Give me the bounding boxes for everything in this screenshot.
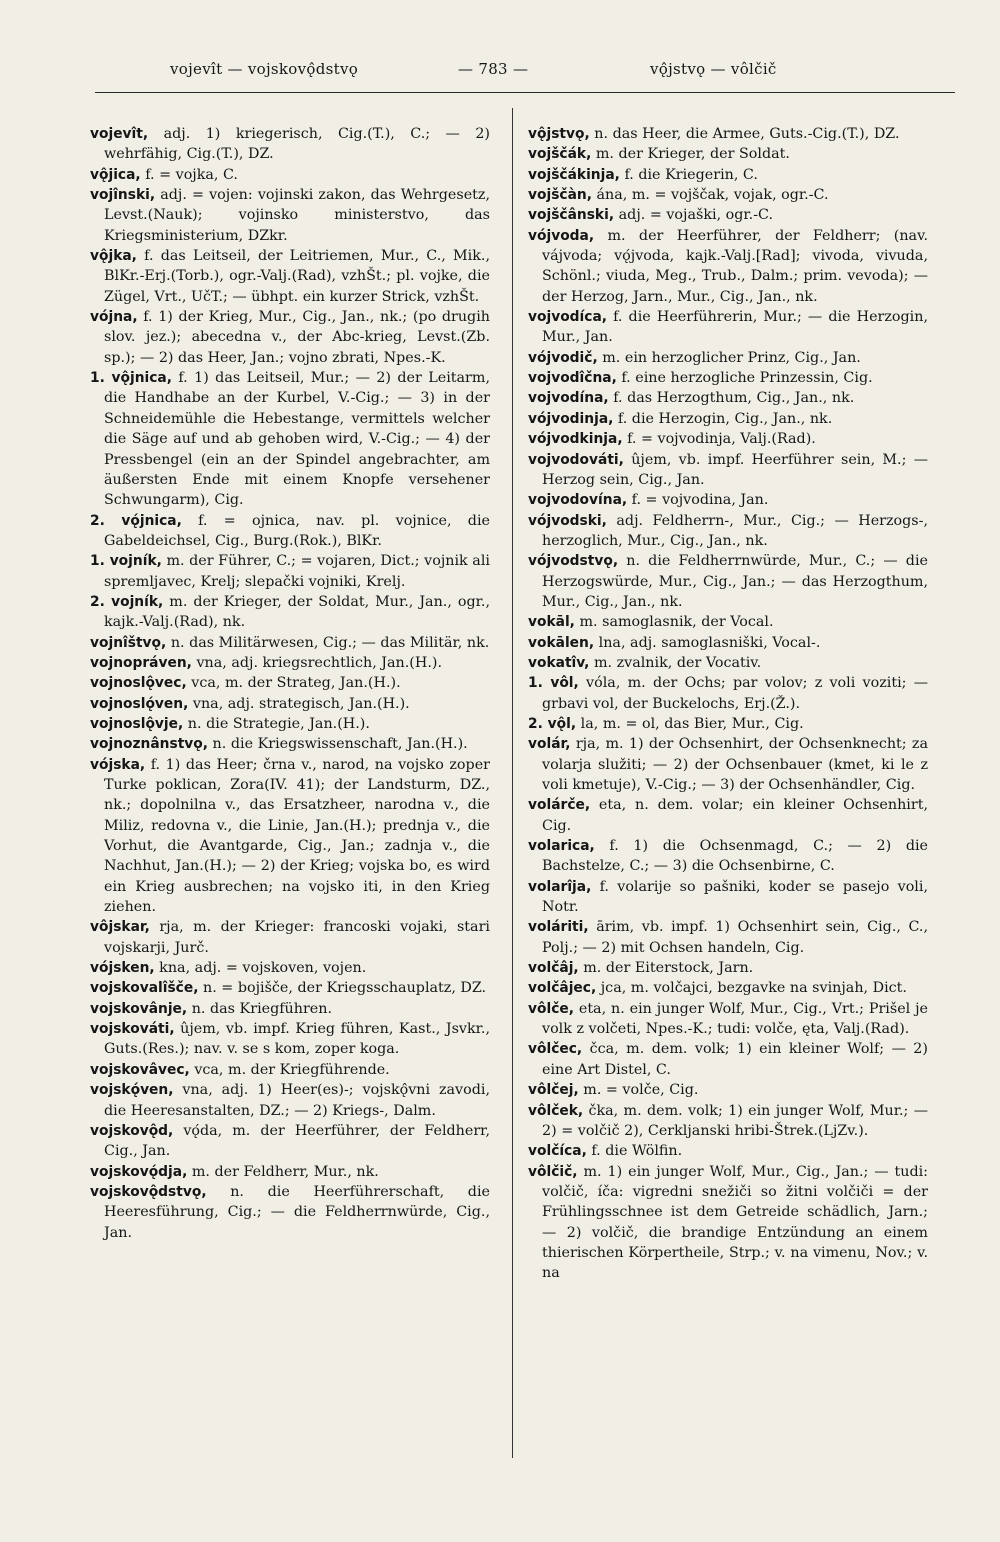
entry-definition: n. die Kriegswissenschaft, Jan.(H.). bbox=[208, 736, 468, 753]
entry-headword: vojnoznânstvǫ, bbox=[90, 736, 209, 753]
entry-definition: f. = ojnica, nav. pl. vojnice, die Gabeldeichsel, Cig., Burg.(Rok.), BlKr. bbox=[104, 512, 490, 549]
entry-headword: vojnoslǫ̂vec, bbox=[90, 675, 187, 692]
entry-definition: adj. 1) kriegerisch, Cig.(T.), C.; — 2) wehrfähig, Cig.(T.), DZ. bbox=[104, 126, 490, 163]
entry-definition: adj. Feldherrn-, Mur., Cig.; — Herzogs-, herzoglich, Mur., Cig., Jan., nk. bbox=[542, 512, 928, 549]
entry-definition: m. 1) ein junger Wolf, Mur., Cig., Jan.; — tudi: volčič, íča: vigredni snežiči so žitni volčiči = der Frühlingsschnee ist dem Getreide schädlich, Jarn.; — 2) volčič, die brandige Entzündung an einem thierischen Körpertheile, Strp.; v. na vimenu, Nov.; v. na bbox=[542, 1163, 928, 1282]
dictionary-entry bbox=[528, 673, 928, 714]
entry-definition: eta, n. ein junger Wolf, Mur., Cig., Vrt.; Prišel je volk z volčeti, Npes.-K.; tudi: volče, ęta, Valj.(Rad). bbox=[542, 1000, 928, 1038]
header-rule bbox=[95, 92, 955, 93]
dictionary-entry bbox=[90, 755, 490, 918]
entry-definition: čca, m. dem. volk; 1) ein kleiner Wolf; — 2) eine Art Distel, C. bbox=[542, 1041, 928, 1078]
entry-definition: f. 1) der Krieg, Mur., Cig., Jan., nk.; (po drugih slov. jez.); abecedna v., der Abc-krieg, Levst.(Zb. sp.); — 2) das Heer, Jan.; vojno zbrati, Npes.-K. bbox=[104, 309, 490, 366]
dictionary-entry bbox=[528, 633, 928, 653]
dictionary-entry bbox=[90, 999, 490, 1019]
entry-definition: m. samoglasnik, der Vocal. bbox=[574, 614, 774, 631]
entry-headword: volčíca, bbox=[528, 1143, 587, 1160]
entry-headword: 2. vǫ̂l, bbox=[528, 715, 577, 732]
entry-definition: adj. = vojaški, ogr.-C. bbox=[614, 207, 774, 224]
entry-definition: f. = vojvodina, Jan. bbox=[627, 492, 769, 509]
entry-definition: n. das Heer, die Armee, Guts.-Cig.(T.), DZ. bbox=[589, 126, 900, 142]
dictionary-entry bbox=[528, 836, 928, 877]
entry-headword: vojskovânje, bbox=[90, 1000, 188, 1017]
dictionary-entry bbox=[90, 958, 490, 978]
entry-definition: f. die Herzogin, Cig., Jan., nk. bbox=[613, 410, 833, 427]
entry-headword: vokāl, bbox=[528, 614, 575, 631]
entry-headword: volčâj, bbox=[528, 960, 579, 977]
entry-headword: volarîja, bbox=[528, 878, 592, 895]
entry-definition: rja, m. 1) der Ochsenhirt, der Ochsenknecht; za volarja služiti; — 2) der Ochsenbauer (kmet, ki le z voli kmetuje), V.-Cig.; — 3) der Ochsenhändler, Cig. bbox=[542, 736, 928, 793]
dictionary-entry bbox=[528, 958, 928, 978]
dictionary-entry bbox=[528, 1039, 928, 1080]
entry-headword: vójvodič, bbox=[528, 349, 598, 366]
entry-headword: vǫ̂jica, bbox=[90, 166, 141, 183]
entry-definition: f. die Heerführerin, Mur.; — die Herzogin, Mur., Jan. bbox=[542, 309, 928, 346]
entry-definition: m. = volče, Cig. bbox=[578, 1082, 699, 1099]
entry-headword: vojščák, bbox=[528, 146, 592, 163]
entry-definition: f. 1) das Leitseil, Mur.; — 2) der Leitarm, die Handhabe an der Kurbel, V.-Cig.; — 3) in der Schneidemühle die Hebestange, vermittels welcher die Säge auf und ab gehoben wird, V.-Cig.; — 4) der Pressbengel (ein an der Spindel angebrachter, am äußersten Ende mit einem Knopfe versehener Schwungarm), Cig. bbox=[104, 370, 490, 509]
entry-definition: f. = vojvodinja, Valj.(Rad). bbox=[622, 431, 816, 448]
entry-headword: vójsken, bbox=[90, 960, 155, 977]
entry-headword: vójska, bbox=[90, 756, 146, 773]
entry-definition: la, m. = ol, das Bier, Mur., Cig. bbox=[576, 715, 804, 732]
entry-definition: rja, m. der Krieger: francoski vojaki, stari vojskarji, Jurč. bbox=[104, 919, 490, 956]
dictionary-entry bbox=[90, 978, 490, 998]
entry-headword: volarica, bbox=[528, 838, 595, 855]
entry-headword: 2. vǫ́jnica, bbox=[90, 512, 182, 529]
entry-definition: ûjem, vb. impf. Heerführer sein, M.; — Herzog sein, Cig., Jan. bbox=[542, 451, 928, 488]
dictionary-entry bbox=[528, 348, 928, 368]
dictionary-entry bbox=[90, 714, 490, 734]
entry-headword: vojevît, bbox=[90, 126, 149, 142]
entry-definition: ûjem, vb. impf. Krieg führen, Kast., Jsvkr., Guts.(Res.); nav. v. se s kom, zoper koga. bbox=[104, 1021, 490, 1058]
entry-headword: vojščákinja, bbox=[528, 166, 620, 183]
dictionary-entry bbox=[528, 429, 928, 449]
dictionary-entry bbox=[528, 978, 928, 998]
right-column bbox=[528, 124, 928, 1284]
dictionary-entry bbox=[528, 124, 928, 144]
entry-definition: adj. = vojen: vojinski zakon, das Wehrgesetz, Levst.(Nauk); vojinsko ministerstvo, das Kriegsministerium, DZkr. bbox=[104, 187, 490, 244]
entry-headword: vojskovâvec, bbox=[90, 1061, 190, 1078]
dictionary-entry bbox=[90, 165, 490, 185]
entry-definition: vca, m. der Kriegführende. bbox=[189, 1061, 390, 1078]
entry-headword: vôlčič, bbox=[528, 1163, 578, 1180]
entry-headword: vôjskar, bbox=[90, 919, 150, 936]
entry-definition: m. der Eiterstock, Jarn. bbox=[578, 960, 754, 977]
entry-definition: kna, adj. = vojskoven, vojen. bbox=[154, 960, 367, 977]
entry-headword: vojskovǫ̂d, bbox=[90, 1122, 174, 1139]
dictionary-entry bbox=[90, 1060, 490, 1080]
entry-definition: n. das Militärwesen, Cig.; — das Militär, nk. bbox=[166, 634, 490, 651]
entry-definition: čka, m. dem. volk; 1) ein junger Wolf, Mur.; — 2) = volčič 2), Cerkljanski hribi-Štrek.(LjZv.). bbox=[542, 1102, 928, 1139]
header-left-guide-words: vojevît — vojskovǫ̂dstvǫ bbox=[170, 60, 359, 78]
dictionary-entry bbox=[528, 450, 928, 491]
dictionary-entry bbox=[90, 1162, 490, 1182]
dictionary-entry bbox=[528, 368, 928, 388]
entry-headword: vójvodstvǫ, bbox=[528, 553, 619, 570]
entry-headword: 2. vojník, bbox=[90, 593, 164, 610]
dictionary-entry bbox=[528, 1162, 928, 1284]
entry-definition: f. die Kriegerin, C. bbox=[619, 166, 758, 183]
dictionary-entry bbox=[528, 999, 928, 1040]
header-right-guide-words: vǫ̂jstvǫ — vôlčič bbox=[650, 60, 777, 78]
dictionary-entry bbox=[528, 877, 928, 918]
entry-definition: vǫ́da, m. der Heerführer, der Feldherr, Cig., Jan. bbox=[104, 1122, 490, 1160]
entry-definition: m. der Krieger, der Soldat. bbox=[591, 146, 790, 163]
dictionary-entry bbox=[90, 592, 490, 633]
dictionary-entry bbox=[90, 1121, 490, 1162]
dictionary-entry bbox=[528, 1141, 928, 1161]
dictionary-entry bbox=[528, 1080, 928, 1100]
dictionary-entry bbox=[528, 307, 928, 348]
dictionary-entry bbox=[528, 795, 928, 836]
dictionary-entry bbox=[90, 551, 490, 592]
entry-headword: vojvodovína, bbox=[528, 492, 628, 509]
dictionary-entry bbox=[528, 511, 928, 552]
entry-headword: vójna, bbox=[90, 309, 138, 326]
entry-headword: vojskováti, bbox=[90, 1021, 175, 1038]
entry-definition: f. die Wölfin. bbox=[586, 1143, 683, 1160]
dictionary-entry bbox=[528, 1101, 928, 1142]
dictionary-entry bbox=[90, 307, 490, 368]
dictionary-entry bbox=[90, 246, 490, 307]
entry-headword: vójvodkinja, bbox=[528, 431, 623, 448]
entry-headword: vojînski, bbox=[90, 187, 156, 204]
dictionary-entry bbox=[528, 409, 928, 429]
entry-definition: n. die Heerführerschaft, die Heeresführung, Cig.; — die Feldherrnwürde, Cig., Jan. bbox=[104, 1183, 490, 1241]
dictionary-entry bbox=[90, 653, 490, 673]
dictionary-entry bbox=[528, 714, 928, 734]
entry-headword: volár, bbox=[528, 736, 571, 753]
entry-definition: m. der Krieger, der Soldat, Mur., Jan., ogr., kajk.-Valj.(Rad), nk. bbox=[104, 593, 490, 631]
running-head bbox=[95, 60, 955, 86]
entry-definition: n. die Feldherrnwürde, Mur., C.; — die Herzogswürde, Mur., Cig., Jan.; — das Herzogthum, Mur., Cig., Jan., nk. bbox=[542, 553, 928, 610]
dictionary-entry bbox=[90, 1182, 490, 1243]
dictionary-entry bbox=[90, 694, 490, 714]
entry-definition: vna, adj. kriegsrechtlich, Jan.(H.). bbox=[191, 654, 443, 671]
entry-definition: f. das Herzogthum, Cig., Jan., nk. bbox=[608, 390, 855, 407]
dictionary-entry bbox=[528, 226, 928, 307]
dictionary-entry bbox=[528, 490, 928, 510]
entry-definition: n. das Kriegführen. bbox=[187, 1000, 333, 1017]
entry-definition: lna, adj. samoglasniški, Vocal-. bbox=[594, 634, 821, 651]
entry-definition: f. das Leitseil, der Leitriemen, Mur., C., Mik., BlKr.-Erj.(Torb.), ogr.-Valj.(Rad), vzhŠt.; pl. vojke, die Zügel, Vrt., UčT.; — übhpt. ein kurzer Strick, vzhŠt. bbox=[104, 248, 490, 305]
entry-headword: vojnîštvǫ, bbox=[90, 634, 167, 651]
dictionary-entry bbox=[528, 205, 928, 225]
entry-definition: m. der Feldherr, Mur., nk. bbox=[187, 1163, 379, 1180]
entry-headword: vojščàn, bbox=[528, 187, 592, 204]
entry-headword: vojnoslǫ́ven, bbox=[90, 695, 189, 712]
entry-headword: vojvodína, bbox=[528, 390, 609, 407]
dictionary-entry bbox=[90, 185, 490, 246]
dictionary-entry bbox=[528, 185, 928, 205]
dictionary-entry bbox=[528, 612, 928, 632]
entry-headword: vójvodski, bbox=[528, 512, 607, 529]
entry-definition: jca, m. volčajci, bezgavke na svinjah, Dict. bbox=[596, 980, 907, 997]
left-column bbox=[90, 124, 490, 1243]
entry-definition: vna, adj. 1) Heer(es)-; vojskǫ̂vni zavodi, die Heeresanstalten, DZ.; — 2) Kriegs-, Dalm. bbox=[104, 1082, 490, 1119]
dictionary-entry bbox=[528, 917, 928, 958]
entry-headword: 1. vǫ̂jnica, bbox=[90, 370, 172, 387]
dictionary-entry bbox=[90, 1080, 490, 1121]
entry-definition: eta, n. dem. volar; ein kleiner Ochsenhirt, Cig. bbox=[542, 797, 928, 834]
dictionary-entry bbox=[528, 165, 928, 185]
entry-headword: vojvodováti, bbox=[528, 451, 624, 468]
dictionary-entry bbox=[90, 734, 490, 754]
dictionary-entry bbox=[90, 511, 490, 552]
entry-definition: vna, adj. strategisch, Jan.(H.). bbox=[188, 695, 410, 712]
entry-definition: m. der Führer, C.; = vojaren, Dict.; vojnik ali spremljavec, Krelj; slepački vojniki, Krelj. bbox=[104, 553, 490, 590]
entry-definition: vca, m. der Strateg, Jan.(H.). bbox=[186, 675, 401, 692]
entry-headword: vojvodíca, bbox=[528, 309, 608, 326]
entry-headword: vojskovǫ́dja, bbox=[90, 1163, 188, 1180]
entry-definition: f. 1) die Ochsenmagd, C.; — 2) die Bachstelze, C.; — 3) die Ochsenbirne, C. bbox=[542, 838, 928, 875]
dictionary-entry bbox=[528, 551, 928, 612]
entry-headword: vojnoslǫ̂vje, bbox=[90, 715, 184, 732]
entry-headword: vójvodinja, bbox=[528, 410, 614, 427]
entry-definition: ána, m. = vojščak, vojak, ogr.-C. bbox=[591, 187, 829, 204]
entry-headword: vojvodîčna, bbox=[528, 370, 617, 387]
dictionary-entry bbox=[90, 633, 490, 653]
entry-definition: ārim, vb. impf. 1) Ochsenhirt sein, Cig., C., Polj.; — 2) mit Ochsen handeln, Cig. bbox=[542, 919, 928, 956]
column-divider bbox=[512, 108, 513, 1458]
page-number: — 783 — bbox=[458, 60, 529, 78]
entry-headword: vǫ̂jstvǫ, bbox=[528, 126, 590, 142]
entry-definition: f. eine herzogliche Prinzessin, Cig. bbox=[616, 370, 873, 387]
dictionary-entry bbox=[90, 124, 490, 165]
entry-headword: vôlče, bbox=[528, 1000, 574, 1017]
entry-headword: vójvoda, bbox=[528, 227, 595, 244]
entry-headword: vǫ̂jka, bbox=[90, 248, 137, 265]
entry-definition: f. = vojka, C. bbox=[140, 166, 238, 183]
dictionary-entry bbox=[528, 388, 928, 408]
dictionary-entry bbox=[528, 734, 928, 795]
entry-headword: vojskovalîšče, bbox=[90, 980, 199, 997]
entry-headword: vôlček, bbox=[528, 1102, 584, 1119]
entry-headword: volárče, bbox=[528, 797, 591, 814]
entry-headword: volčâjec, bbox=[528, 980, 597, 997]
dictionary-entry bbox=[90, 917, 490, 958]
entry-headword: vokatîv, bbox=[528, 654, 590, 671]
entry-headword: vokālen, bbox=[528, 634, 595, 651]
entry-definition: m. der Heerführer, der Feldherr; (nav. vájvoda; vǫ́jvoda, kajk.-Valj.[Rad]; vivoda, vivuda, Schönl.; viuda, Meg., Trub., Dalm.; prim. vevoda); — der Herzog, Jarn., Mur., Cig., Jan., nk. bbox=[542, 227, 928, 305]
entry-headword: vojščânski, bbox=[528, 207, 615, 224]
entry-definition: m. ein herzoglicher Prinz, Cig., Jan. bbox=[597, 349, 861, 366]
entry-headword: vôlčej, bbox=[528, 1082, 579, 1099]
entry-definition: m. zvalnik, der Vocativ. bbox=[589, 654, 762, 671]
dictionary-entry bbox=[90, 673, 490, 693]
entry-headword: voláriti, bbox=[528, 919, 589, 936]
dictionary-entry bbox=[90, 1019, 490, 1060]
entry-definition: f. 1) das Heer; črna v., narod, na vojsko zoper Turke poklican, Zora(IV. 41); der Landsturm, DZ., nk.; dopolnilna v., das Ersatzheer, narodna v., die Miliz, redovna v., die Linie, Jan.(H.); prednja v., die Vorhut, die Avantgarde, Cig., Jan.; zadnja v., die Nachhut, Jan.(H.); — 2) der Krieg; vojska bo, es wird ein Krieg ausbrechen; na vojsko iti, in den Krieg ziehen. bbox=[104, 756, 490, 916]
dictionary-entry bbox=[528, 653, 928, 673]
entry-definition: n. = bojišče, der Kriegsschauplatz, DZ. bbox=[198, 980, 487, 997]
entry-headword: vôlčec, bbox=[528, 1041, 583, 1058]
entry-headword: vojskovǫ̂dstvǫ, bbox=[90, 1183, 207, 1200]
entry-definition: vóla, m. der Ochs; par volov; z voli voziti; — grbavi vol, der Buckelochs, Erj.(Ž.). bbox=[542, 675, 929, 712]
entry-headword: 1. vojník, bbox=[90, 553, 162, 570]
entry-definition: n. die Strategie, Jan.(H.). bbox=[183, 715, 370, 732]
dictionary-entry bbox=[90, 368, 490, 510]
entry-headword: 1. vôl, bbox=[528, 675, 579, 692]
entry-headword: vojnopráven, bbox=[90, 654, 192, 671]
entry-headword: vojskǫ́ven, bbox=[90, 1082, 174, 1099]
entry-definition: f. volarije so pašniki, koder se pasejo voli, Notr. bbox=[542, 878, 928, 916]
dictionary-entry bbox=[528, 144, 928, 164]
